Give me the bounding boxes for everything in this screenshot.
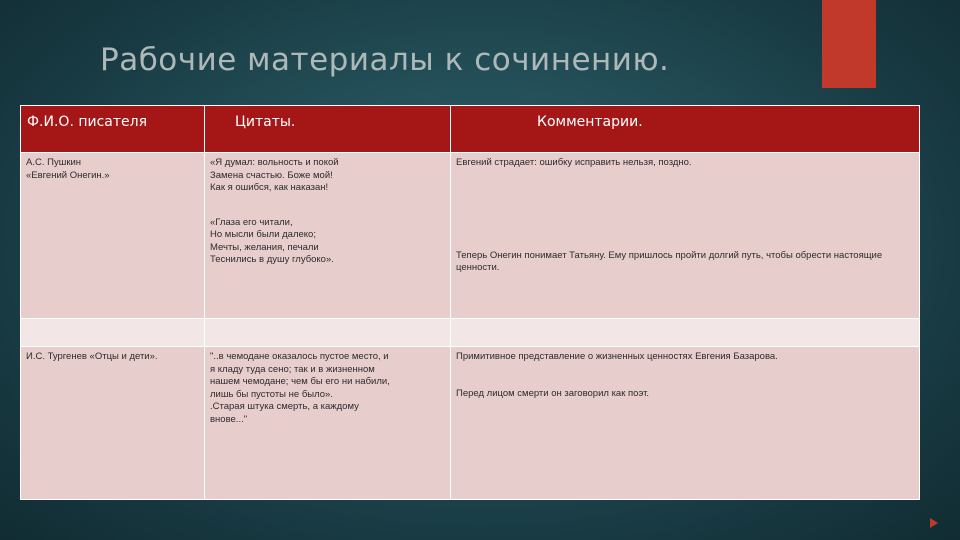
quotes-cell <box>205 153 451 319</box>
quote-line: я кладу туда сено; так и в жизненном <box>210 363 375 375</box>
table-row <box>21 153 920 319</box>
empty-cell <box>205 319 451 347</box>
comments-cell <box>451 153 920 319</box>
quote-line: внове..." <box>210 413 248 425</box>
quote-line: .Старая штука смерть, а каждому <box>210 401 359 412</box>
comment-text: Евгений страдает: ошибку исправить нельзя, поздно. <box>456 157 692 168</box>
quote-line: "..в чемодане оказалось пустое место, и <box>210 351 389 362</box>
comment-text: Примитивное представление о жизненных ценностях Евгения Базарова. <box>456 351 778 362</box>
comment-text: Теперь Онегин понимает Татьяну. Ему пришлось пройти долгий путь, чтобы обрести настоящие ценности. <box>456 249 883 273</box>
header-quotes: Цитаты. <box>205 106 451 153</box>
author-cell <box>21 347 205 500</box>
quote-line: «Глаза его читали, <box>210 216 293 228</box>
comment-text: Перед лицом смерти он заговорил как поэт. <box>456 387 650 399</box>
empty-row <box>21 319 920 347</box>
work-title: «Евгений Онегин.» <box>26 169 110 181</box>
author-name: И.С. Тургенев «Отцы и дети». <box>26 351 158 362</box>
header-author: Ф.И.О. писателя <box>21 106 205 153</box>
quote-line: Мечты, желания, печали <box>210 241 319 253</box>
quote-line: лишь бы пустоты не было». <box>210 388 333 400</box>
empty-cell <box>451 319 920 347</box>
quote-line: Замена счастью. Боже мой! <box>210 169 333 181</box>
empty-cell <box>21 319 205 347</box>
slide-title: Рабочие материалы к сочинению. <box>100 42 670 78</box>
header-row <box>21 106 920 153</box>
quote-line: «Я думал: вольность и покой <box>210 157 339 168</box>
author-cell <box>21 153 205 319</box>
author-name: А.С. Пушкин <box>26 157 82 168</box>
quote-line: Как я ошибся, как наказан! <box>210 182 329 193</box>
quote-line: нашем чемодане; чем бы его ни набили, <box>210 376 390 387</box>
quote-line: Теснились в душу глубоко». <box>210 254 334 265</box>
triangle-icon <box>930 518 938 528</box>
header-comments: Комментарии. <box>451 106 920 153</box>
quote-line: Но мысли были далеко; <box>210 229 316 240</box>
quotes-cell <box>205 347 451 500</box>
accent-bar <box>822 0 876 88</box>
comments-cell <box>451 347 920 500</box>
materials-table <box>20 105 920 500</box>
table-row <box>21 347 920 500</box>
